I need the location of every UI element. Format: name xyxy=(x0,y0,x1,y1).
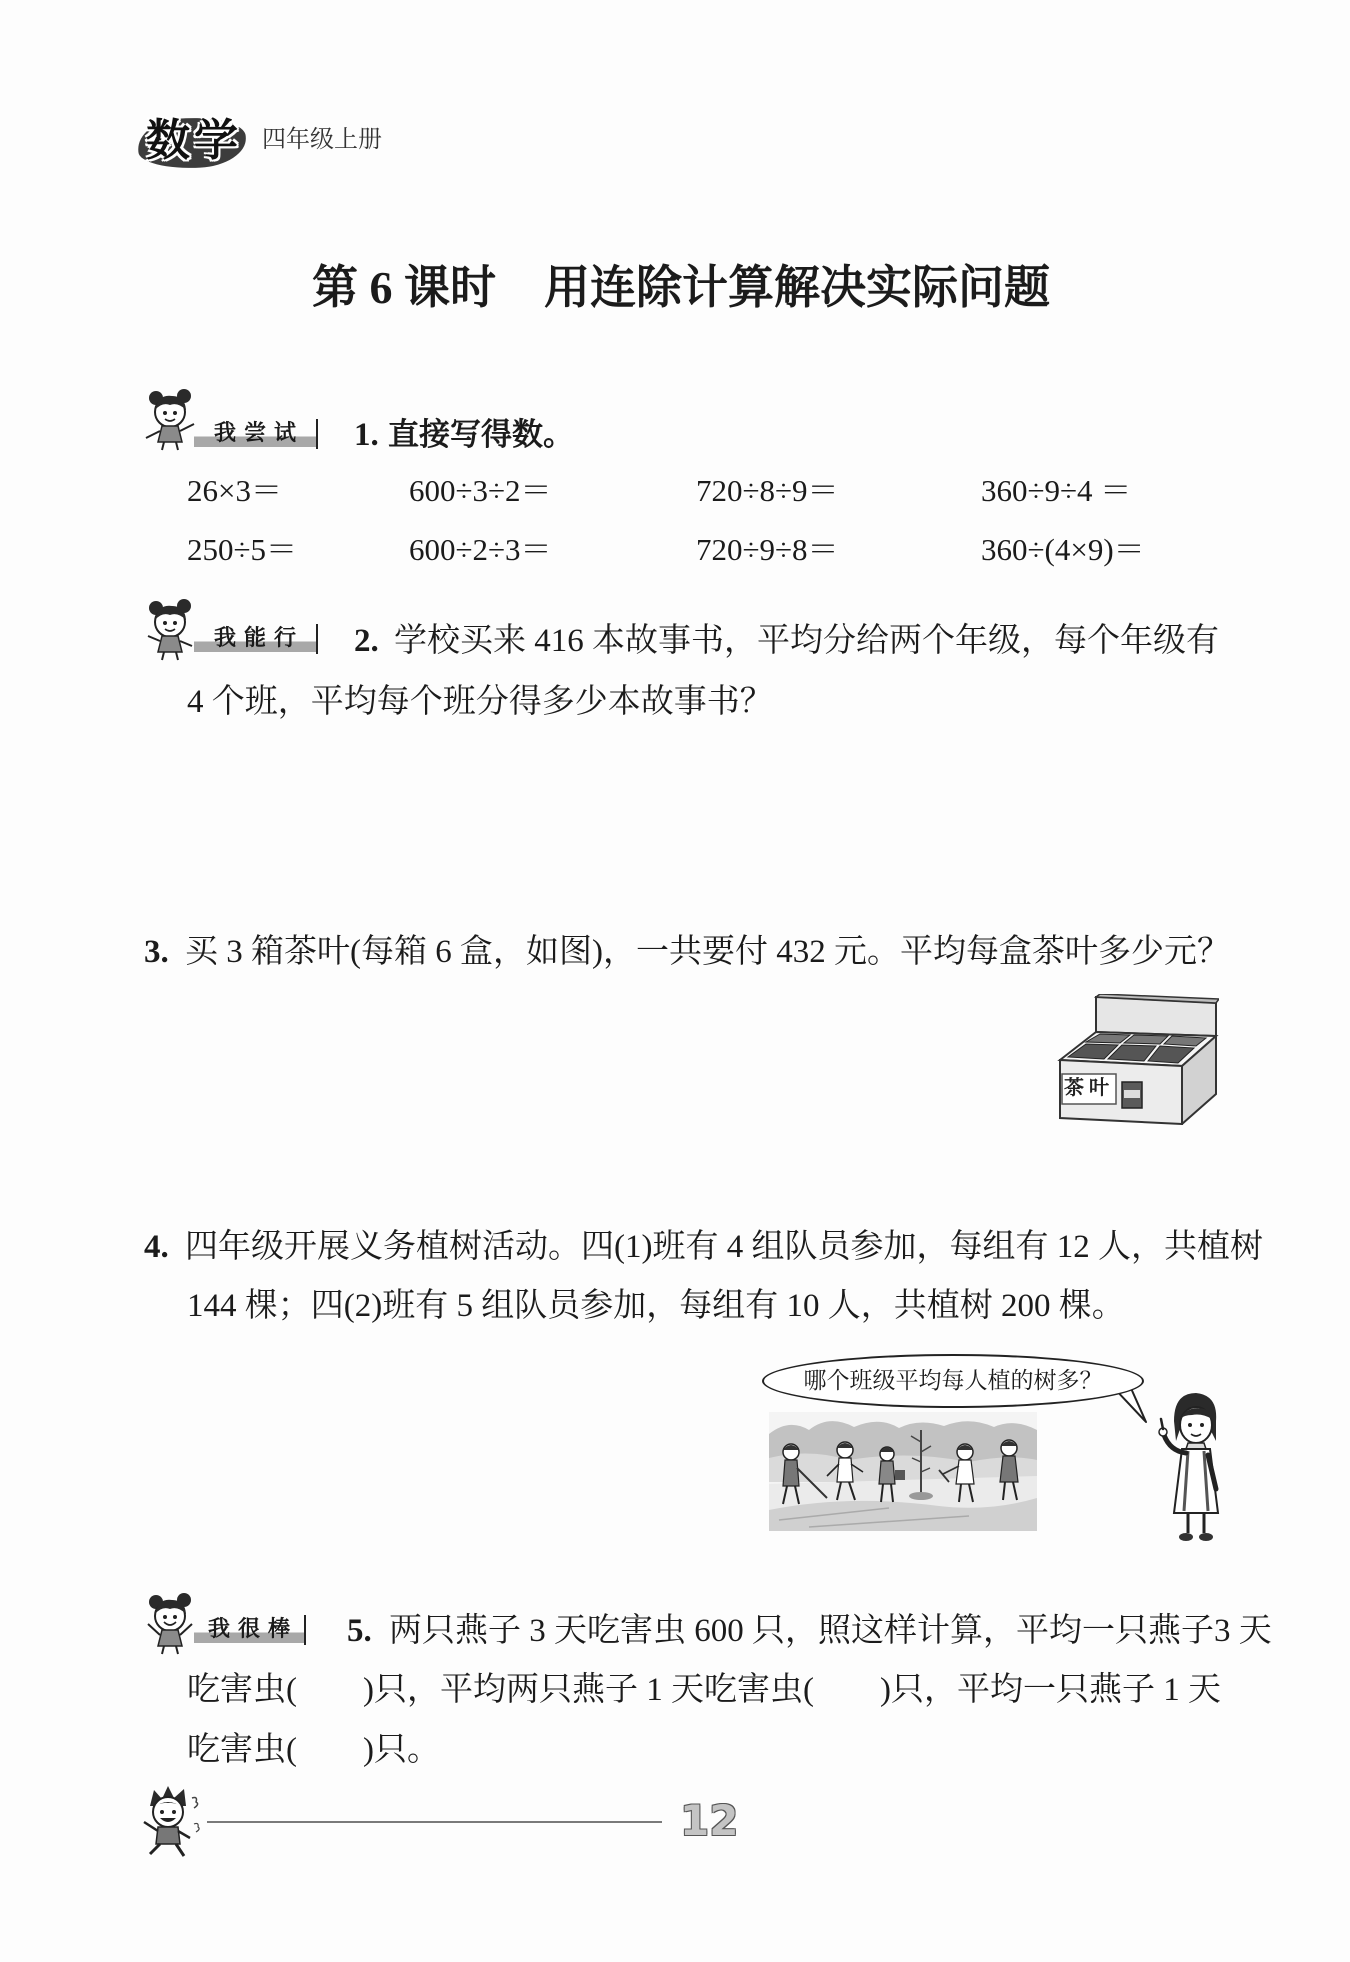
problem-prompt: 直接写得数。 xyxy=(388,417,574,453)
equation: 600÷3÷2＝ xyxy=(409,473,552,508)
problem-text-line: 144 棵；四(2)班有 5 组队员参加，每组有 10 人，共植树 200 棵。 xyxy=(187,1288,1125,1324)
problem-text-line: 学校买来 416 本故事书，平均分给两个年级，每个年级有 xyxy=(394,623,1219,659)
section-label-great: 我很棒 xyxy=(194,1615,306,1645)
girl-mascot-icon xyxy=(142,386,200,452)
problem-text-line: 吃害虫( )只，平均两只燕子 1 天吃害虫( )只，平均一只燕子 1 天 xyxy=(187,1672,1221,1708)
girl-mascot-icon xyxy=(142,1590,200,1656)
equation: 360÷9÷4 ＝ xyxy=(981,473,1132,508)
section-label-try: 我尝试 xyxy=(194,419,318,449)
tree-planting-illustration xyxy=(769,1412,1037,1531)
girl-mascot-icon xyxy=(142,596,200,662)
tea-box-illustration xyxy=(1056,994,1219,1125)
tea-box-label: 茶 叶 xyxy=(1064,1077,1109,1099)
equation: 720÷8÷9＝ xyxy=(696,473,839,508)
subject-title: 数学 xyxy=(146,115,242,166)
problem-number: 5. xyxy=(347,1613,372,1649)
girl-pointing-illustration xyxy=(1144,1385,1222,1545)
footer-rule xyxy=(207,1821,662,1823)
problem-text-line: 买 3 箱茶叶(每箱 6 盒，如图)，一共要付 432 元。平均每盒茶叶多少元？ xyxy=(185,934,1230,970)
equation: 600÷2÷3＝ xyxy=(409,532,552,567)
problem-number: 4. xyxy=(144,1229,169,1265)
problem-text-line: 两只燕子 3 天吃害虫 600 只，照这样计算，平均一只燕子3 天 xyxy=(389,1613,1272,1649)
equation: 250÷5＝ xyxy=(187,532,298,567)
page-number: 12 xyxy=(680,1796,739,1845)
problem-number: 2. xyxy=(354,623,379,659)
grade-label: 四年级上册 xyxy=(262,125,382,153)
problem-text-line: 四年级开展义务植树活动。四(1)班有 4 组队员参加，每组有 12 人，共植树 xyxy=(185,1229,1263,1265)
speech-bubble: 哪个班级平均每人植的树多？ xyxy=(762,1354,1144,1408)
problem-number: 3. xyxy=(144,934,169,970)
equation: 360÷(4×9)＝ xyxy=(981,532,1145,567)
boy-mascot-icon xyxy=(136,1784,208,1858)
section-label-can-do: 我能行 xyxy=(194,624,318,654)
problem-text-line: 4 个班，平均每个班分得多少本故事书？ xyxy=(187,684,773,720)
equation: 26×3＝ xyxy=(187,473,282,508)
equation: 720÷9÷8＝ xyxy=(696,532,839,567)
problem-number: 1. xyxy=(354,417,379,453)
problem-text-line: 吃害虫( )只。 xyxy=(187,1732,440,1768)
lesson-topic: 用连除计算解决实际问题 xyxy=(544,262,1050,313)
lesson-number: 第 6 课时 xyxy=(312,262,496,313)
